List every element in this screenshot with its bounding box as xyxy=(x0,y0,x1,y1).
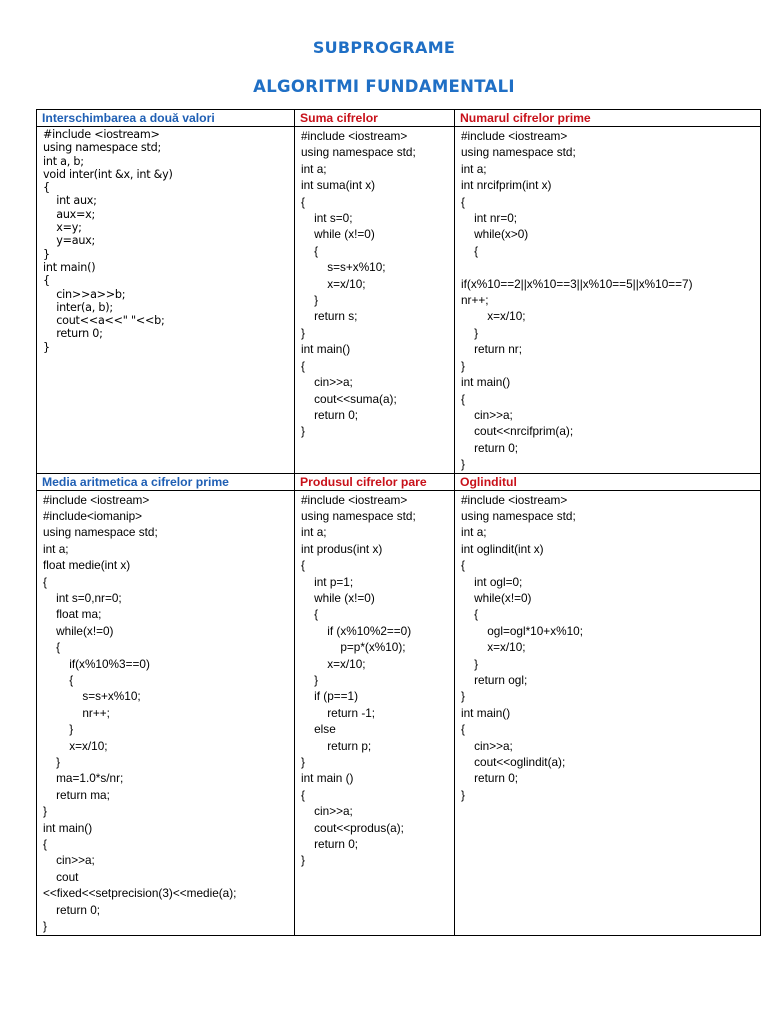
code-line: x=x/10; xyxy=(461,640,526,655)
code-line: if(x%10%3==0) xyxy=(43,656,150,671)
code-line: { xyxy=(461,391,465,406)
code-line: int a; xyxy=(301,161,327,176)
code-line: return 0; xyxy=(301,407,359,422)
code-line: { xyxy=(461,243,479,258)
code-line: #include<iomanip> xyxy=(43,508,143,523)
code-line: } xyxy=(301,673,319,687)
code-line: nr++; xyxy=(43,705,110,720)
algorithms-table xyxy=(36,109,761,936)
code-line: y=aux; xyxy=(43,234,96,248)
code-line: { xyxy=(301,243,319,258)
code-line: int oglindit(int x) xyxy=(461,541,544,556)
code-line: cin>>a; xyxy=(301,375,353,390)
code-line: cout<<produs(a); xyxy=(301,820,404,835)
code-line: float medie(int x) xyxy=(43,558,131,573)
code-line: cin>>a; xyxy=(461,407,513,422)
code-line: int main() xyxy=(301,342,351,357)
code-line: cin>>a; xyxy=(461,738,513,753)
code-line: int produs(int x) xyxy=(301,541,383,556)
code-line: int s=0,nr=0; xyxy=(43,590,122,605)
code-line xyxy=(461,259,758,275)
code-line: int main() xyxy=(461,705,511,720)
code-line: { xyxy=(43,181,50,195)
document-title: SUBPROGRAME xyxy=(312,38,456,57)
code-line: using namespace std; xyxy=(301,145,416,160)
header-row-2 xyxy=(37,473,761,490)
code-line: if (x%10%2==0) xyxy=(301,623,412,638)
code-line: } xyxy=(301,755,305,770)
code-line: return ogl; xyxy=(461,673,528,687)
code-line: x=x/10; xyxy=(301,656,366,671)
code-line: { xyxy=(301,607,319,622)
code-line: return nr; xyxy=(461,342,522,357)
code-line: p=p*(x%10); xyxy=(301,640,406,655)
code-line: #include <iostream> xyxy=(43,492,150,507)
code-line: { xyxy=(461,722,465,737)
code-line: { xyxy=(43,837,47,852)
code-line: int main () xyxy=(301,771,354,786)
code-line: } xyxy=(461,787,465,802)
code-line: s=s+x%10; xyxy=(301,260,386,275)
code-line: x=x/10; xyxy=(301,276,366,291)
code-line: x=y; xyxy=(43,221,82,235)
cell-heading-even-digit-product: Produsul cifrelor pare xyxy=(295,473,455,490)
code-line: #include <iostream> xyxy=(301,492,408,507)
code-line: { xyxy=(301,194,305,209)
code-row-1 xyxy=(37,127,761,474)
code-line: #include <iostream> xyxy=(461,129,568,143)
document-subtitle: ALGORITMI FUNDAMENTALI xyxy=(253,77,515,96)
code-line: #include <iostream> xyxy=(43,128,160,141)
code-line: int nr=0; xyxy=(461,211,518,226)
code-line: return ma; xyxy=(43,787,110,802)
code-line: cout<<a<<" "<<b; xyxy=(43,314,165,328)
code-line: { xyxy=(43,640,61,655)
code-line: cout<<oglindit(a); xyxy=(461,755,566,770)
code-line: { xyxy=(301,558,305,573)
code-line: if(x%10==2||x%10==3||x%10==5||x%10==7) xyxy=(461,276,693,291)
code-line: } xyxy=(43,755,61,770)
code-line: ma=1.0*s/nr; xyxy=(43,771,124,786)
code-line: { xyxy=(43,574,47,589)
code-line: int main() xyxy=(461,375,511,390)
cell-heading-prime-digit-average: Media aritmetica a cifrelor prime xyxy=(37,473,295,490)
cell-heading-prime-digit-count: Numarul cifrelor prime xyxy=(455,110,761,127)
code-block-even-digit-product xyxy=(295,490,455,935)
code-block-swap xyxy=(37,127,295,474)
code-line: void inter(int &x, int &y) xyxy=(43,167,173,181)
code-line: #include <iostream> xyxy=(461,492,568,507)
code-block-digit-sum xyxy=(295,127,455,474)
code-line: } xyxy=(43,722,74,737)
code-line: int main() xyxy=(43,820,93,835)
code-line: cin>>a>>b; xyxy=(43,287,126,301)
code-line: cin>>a; xyxy=(301,804,353,819)
code-line: { xyxy=(301,787,305,802)
code-line: else xyxy=(301,722,336,737)
code-line: int a; xyxy=(461,161,487,176)
code-line: } xyxy=(461,325,479,340)
code-line: return -1; xyxy=(301,705,376,720)
code-line: } xyxy=(301,853,305,868)
code-line: } xyxy=(43,340,50,354)
code-line: int nrcifprim(int x) xyxy=(461,178,552,193)
code-row-2 xyxy=(37,490,761,935)
code-line: { xyxy=(461,607,479,622)
code-line: cout<<nrcifprim(a); xyxy=(461,424,574,439)
code-line: x=x/10; xyxy=(461,309,526,324)
code-line: return 0; xyxy=(461,771,519,786)
code-line: } xyxy=(461,358,465,373)
cell-heading-digit-sum: Suma cifrelor xyxy=(295,110,455,127)
code-line: nr++; xyxy=(461,293,489,308)
code-line: cin>>a; xyxy=(43,853,95,868)
code-line: } xyxy=(461,689,465,704)
code-block-mirror xyxy=(455,490,761,935)
code-line: cout<<suma(a); xyxy=(301,391,397,406)
code-line: } xyxy=(461,457,465,472)
code-line: { xyxy=(461,194,465,209)
code-line: ogl=ogl*10+x%10; xyxy=(461,623,583,638)
code-line: cout xyxy=(43,869,79,884)
code-line: } xyxy=(301,293,319,308)
code-line: return 0; xyxy=(43,327,103,341)
code-line: { xyxy=(461,558,465,573)
code-line: return p; xyxy=(301,738,372,753)
code-line: int a; xyxy=(461,525,487,540)
header-row-1 xyxy=(37,110,761,127)
code-line: } xyxy=(43,919,47,934)
cell-heading-swap: Interschimbarea a două valori xyxy=(37,110,295,127)
code-line: using namespace std; xyxy=(461,508,576,523)
code-line: { xyxy=(43,673,74,687)
code-line: aux=x; xyxy=(43,207,96,221)
code-line: int aux; xyxy=(43,194,97,208)
code-line: int a; xyxy=(43,541,69,556)
code-line: return 0; xyxy=(301,837,359,852)
code-line: int a, b; xyxy=(43,154,84,168)
code-line: #include <iostream> xyxy=(301,129,408,143)
code-line: while (x!=0) xyxy=(301,590,375,605)
code-line: x=x/10; xyxy=(43,738,108,753)
cell-heading-mirror: Oglinditul xyxy=(455,473,761,490)
code-line: } xyxy=(43,804,47,819)
code-line: } xyxy=(301,424,305,439)
code-line: int main() xyxy=(43,260,96,274)
code-line: using namespace std; xyxy=(461,145,576,160)
code-line: s=s+x%10; xyxy=(43,689,141,704)
code-line: { xyxy=(43,274,50,288)
code-line: { xyxy=(301,358,305,373)
code-line: while(x>0) xyxy=(461,227,529,242)
code-line: } xyxy=(301,325,305,340)
code-line: int suma(int x) xyxy=(301,178,376,193)
code-block-prime-digit-average xyxy=(37,490,295,935)
code-line: int a; xyxy=(301,525,327,540)
code-line: return 0; xyxy=(461,440,519,455)
code-line: inter(a, b); xyxy=(43,300,113,314)
code-line: while(x!=0) xyxy=(461,590,532,605)
code-line: return 0; xyxy=(43,902,101,917)
code-line: } xyxy=(43,247,50,261)
code-line: using namespace std; xyxy=(43,141,161,155)
code-line: using namespace std; xyxy=(301,508,416,523)
code-line: } xyxy=(461,656,479,671)
code-line: while(x!=0) xyxy=(43,623,114,638)
code-line: <<fixed<<setprecision(3)<<medie(a); xyxy=(43,886,237,901)
code-line: int p=1; xyxy=(301,574,354,589)
code-line: if (p==1) xyxy=(301,689,359,704)
code-line: return s; xyxy=(301,309,358,324)
code-line: int s=0; xyxy=(301,211,353,226)
code-line: using namespace std; xyxy=(43,525,158,540)
code-line: while (x!=0) xyxy=(301,227,375,242)
code-block-prime-digit-count xyxy=(455,127,761,474)
code-line: int ogl=0; xyxy=(461,574,523,589)
code-line: float ma; xyxy=(43,607,102,622)
